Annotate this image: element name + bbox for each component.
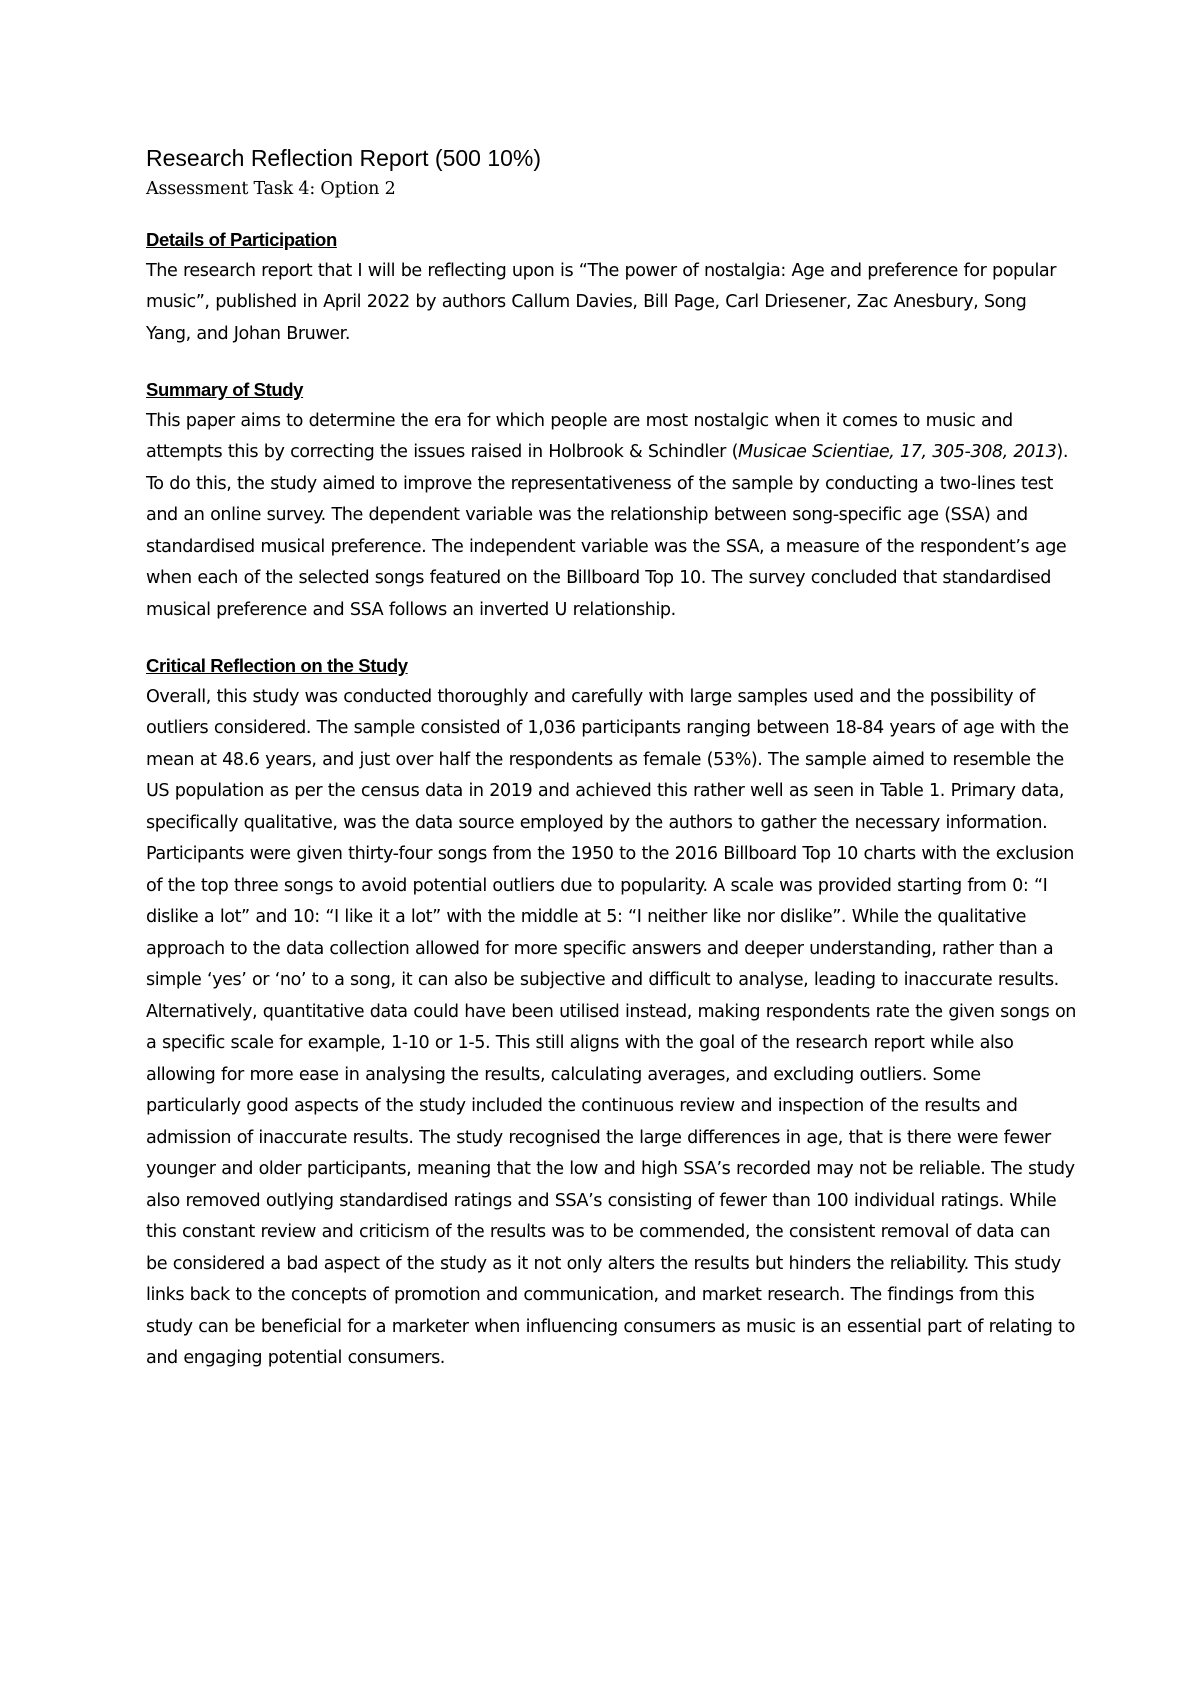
heading-summary-of-study: Summary of Study [146,379,304,400]
paragraph-critical-reflection: Overall, this study was conducted thoroughly and carefully with large samples used and the possibility of outliers considered. The sample consisted of 1,036 participants ranging between 18-84 years of age with the mean at 48.6 years, and just over half the respondents as female (53%). The sample aimed to resemble the US population as per the census data in 2019 and achieved this rather well as seen in Table 1. Primary data, specifically qualitative, was the data source employed by the authors to gather the necessary information. Participants were given thirty-four songs from the 1950 to the 2016 Billboard Top 10 charts with the exclusion of the top three songs to avoid potential outliers due to popularity. A scale was provided starting from 0: “I dislike a lot” and 10: “I like it a lot” with the middle at 5: “I neither like nor dislike”. While the qualitative approach to the data collection allowed for more specific answers and deeper understanding, rather than a simple ‘yes’ or ‘no’ to a song, it can also be subjective and difficult to analyse, leading to inaccurate results. Alternatively, quantitative data could have been utilised instead, making respondents rate the given songs on a specific scale for example, 1-10 or 1-5. This still aligns with the goal of the research report while also allowing for more ease in analysing the results, calculating averages, and excluding outliers. Some particularly good aspects of the study included the continuous review and inspection of the results and admission of inaccurate results. The study recognised the large differences in age, that is there were fewer younger and older participants, meaning that the low and high SSA’s recorded may not be reliable. The study also removed outlying standardised ratings and SSA’s consisting of fewer than 100 individual ratings. While this constant review and criticism of the results was to be commended, the consistent removal of data can be considered a bad aspect of the study as it not only alters the results but hinders the reliability. This study links back to the concepts of promotion and communication, and market research. The findings from this study can be beneficial for a marketer when influencing consumers as music is an essential part of relating to and engaging potential consumers. [146,686,1076,1368]
paragraph-summary-of-study [146,406,1076,627]
heading-critical-reflection: Critical Reflection on the Study [146,655,408,676]
document-content [146,143,1076,1375]
heading-details-of-participation: Details of Participation [146,229,337,250]
summary-text-part1: This paper aims to determine the era for which people are most nostalgic when it comes to music and attempts this by correcting the issues raised in Holbrook & Schindler ( [146,410,1013,462]
summary-text-part2: ). To do this, the study aimed to improve the representativeness of the sample by conducting a two-lines test and an online survey. The dependent variable was the relationship between song-specific age (SSA) and standardised musical preference. The independent variable was the SSA, a measure of the respondent’s age when each of the selected songs featured on the Billboard Top 10. The survey concluded that standardised musical preference and SSA follows an inverted U relationship. [146,442,1068,620]
paragraph-details-of-participation: The research report that I will be reflecting upon is “The power of nostalgia: Age and preference for popular music”, published in April 2022 by authors Callum Davies, Bill Page, Carl Driesener, Zac Anesbury, Song Yang, and Johan Bruwer. [146,260,1057,344]
document-title: Research Reflection Report (500 10%) [146,145,542,171]
document-subtitle: Assessment Task 4: Option 2 [146,179,396,199]
citation-italic: Musicae Scientiae, 17, 305-308, 2013 [738,442,1057,462]
